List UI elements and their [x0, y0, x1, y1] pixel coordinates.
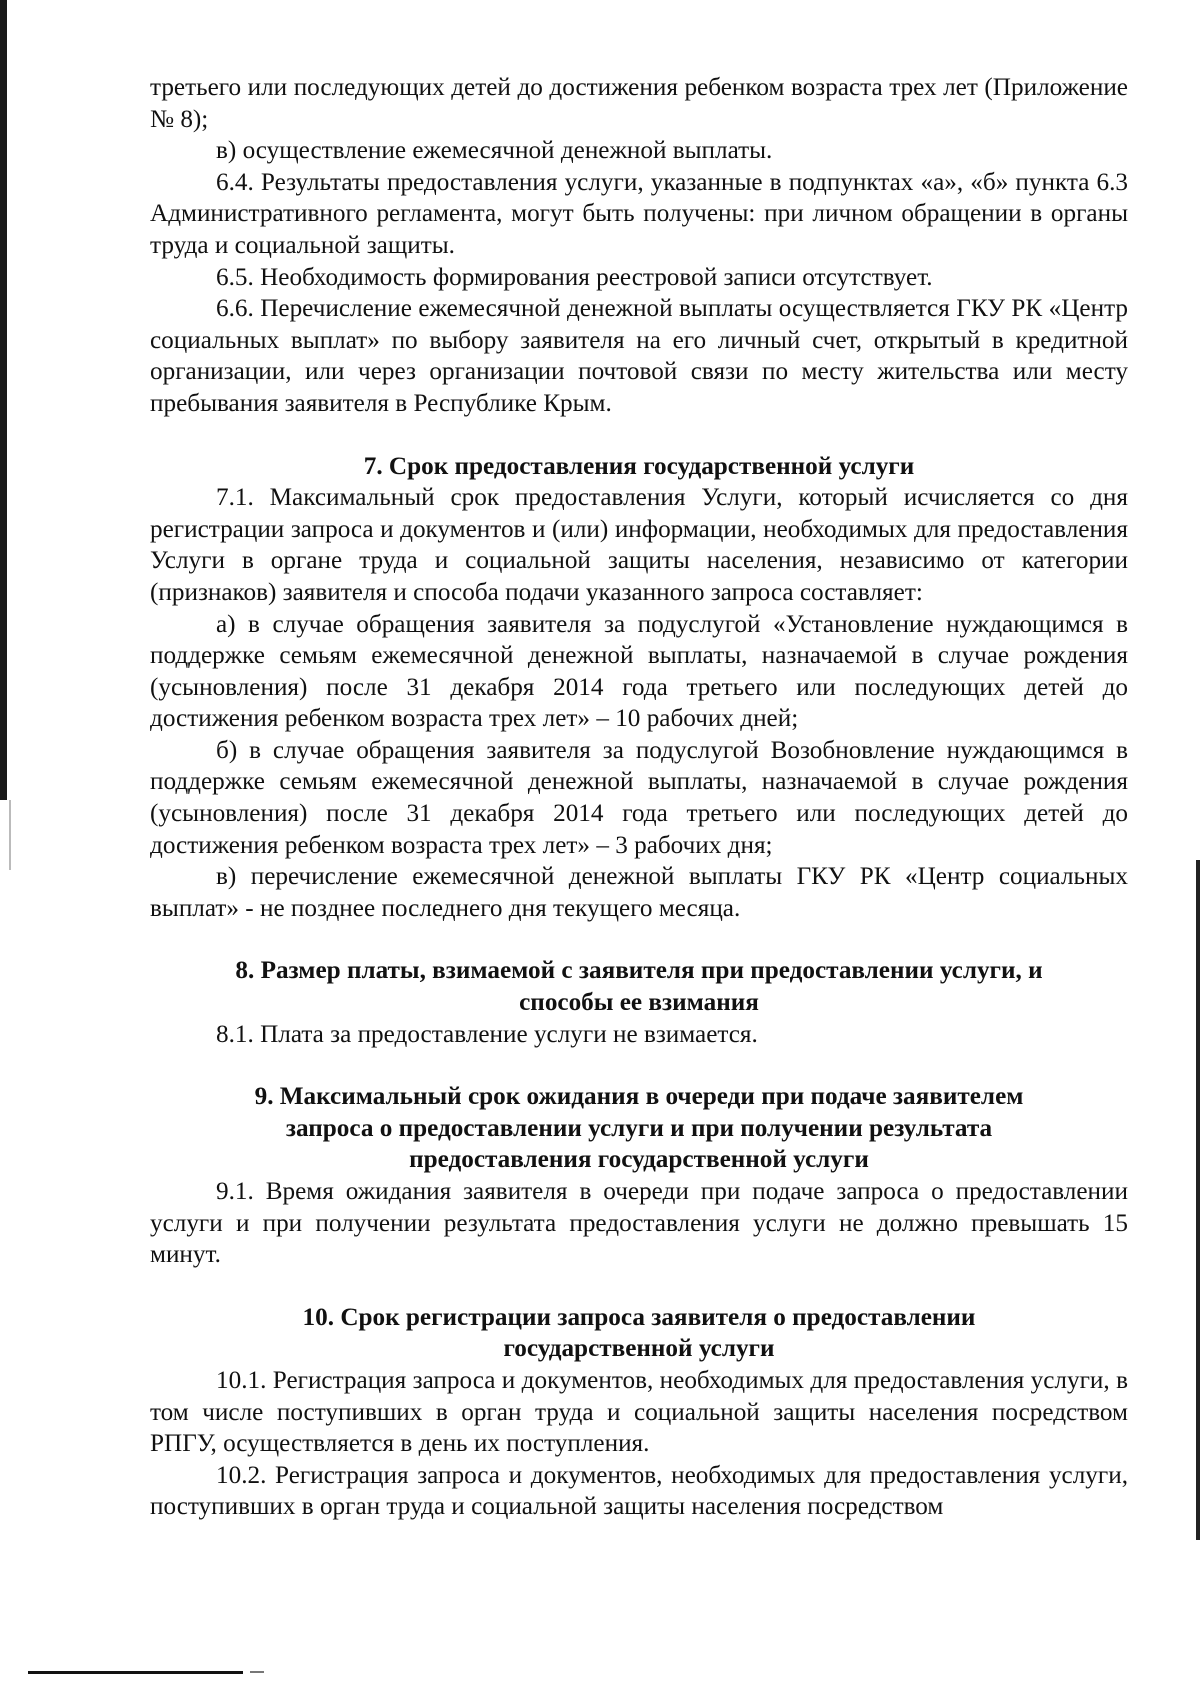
paragraph-7-1-v: в) перечисление ежемесячной денежной выплаты ГКУ РК «Центр социальных выплат» - не позднее последнего дня текущего месяца.	[150, 863, 1128, 922]
section-gap	[150, 420, 1128, 451]
paragraph-7-1-b: б) в случае обращения заявителя за подуслугой Возобновление нуждающимся в поддержке семьям ежемесячной денежной выплаты, назначаемой в случае рождения (усыновления) после 31 декабря 2014 года третьего или последующих детей до достижения ребенком возраста трех лет» – 3 рабочих дня;	[150, 736, 1128, 859]
scan-edge-left	[0, 0, 7, 800]
section-gap	[150, 1271, 1128, 1302]
section-heading-9: 9. Максимальный срок ожидания в очереди при подаче заявителем запроса о предоставлении услуги и при получении результата предоставления государственной услуги	[254, 1083, 1024, 1174]
paragraph-item-v: в) осуществление ежемесячной денежной выплаты.	[216, 137, 773, 165]
document-page	[150, 72, 1128, 1523]
scan-edge-right	[1196, 860, 1200, 1540]
scan-edge-bottom-mark	[250, 1671, 264, 1673]
section-heading-8: 8. Размер платы, взимаемой с заявителя при предоставлении услуги, и способы ее взимания	[235, 957, 1043, 1017]
paragraph-8-1: 8.1. Плата за предоставление услуги не взимается.	[216, 1020, 758, 1048]
paragraph-9-1: 9.1. Время ожидания заявителя в очереди при подаче запроса о предоставлении услуги и при получении результата предоставления услуги не должно превышать 15 минут.	[150, 1178, 1128, 1269]
paragraph-6-4: 6.4. Результаты предоставления услуги, указанные в подпунктах «а», «б» пункта 6.3 Административного регламента, могут быть получены: при личном обращении в органы труда и социальной защиты.	[150, 168, 1128, 259]
scan-edge-bottom	[28, 1671, 243, 1674]
paragraph-7-1-a: а) в случае обращения заявителя за подуслугой «Установление нуждающимся в поддержке семьям ежемесячной денежной выплаты, назначаемой в случае рождения (усыновления) после 31 декабря 2014 года третьего или последующих детей до достижения ребенком возраста трех лет» – 10 рабочих дней;	[150, 610, 1128, 733]
paragraph-10-2: 10.2. Регистрация запроса и документов, необходимых для предоставления услуги, поступивших в орган труда и социальной защиты населения посредством	[150, 1461, 1128, 1521]
section-gap	[150, 1050, 1128, 1081]
section-gap	[150, 924, 1128, 955]
paragraph-7-1: 7.1. Максимальный срок предоставления Услуги, который исчисляется со дня регистрации запроса и документов и (или) информации, необходимых для предоставления Услуги в органе труда и социальной защиты населения, независимо от категории (признаков) заявителя и способа подачи указанного запроса составляет:	[150, 484, 1128, 606]
paragraph-continuation: третьего или последующих детей до достижения ребенком возраста трех лет (Приложение № 8);	[150, 74, 1128, 133]
paragraph-10-1: 10.1. Регистрация запроса и документов, необходимых для предоставления услуги, в том числе поступивших в орган труда и социальной защиты населения посредством РПГУ, осуществляется в день их поступления.	[150, 1366, 1128, 1458]
section-heading-10: 10. Срок регистрации запроса заявителя о предоставлении государственной услуги	[302, 1303, 976, 1363]
section-heading-7: 7. Срок предоставления государственной услуги	[363, 452, 915, 480]
paragraph-6-5: 6.5. Необходимость формирования реестровой записи отсутствует.	[216, 263, 933, 291]
paragraph-6-6: 6.6. Перечисление ежемесячной денежной выплаты осуществляется ГКУ РК «Центр социальных выплат» по выбору заявителя на его личный счет, открытый в кредитной организации, или через организации почтовой связи по месту жительства или месту пребывания заявителя в Республике Крым.	[150, 295, 1128, 417]
scan-edge-mark	[9, 800, 11, 870]
